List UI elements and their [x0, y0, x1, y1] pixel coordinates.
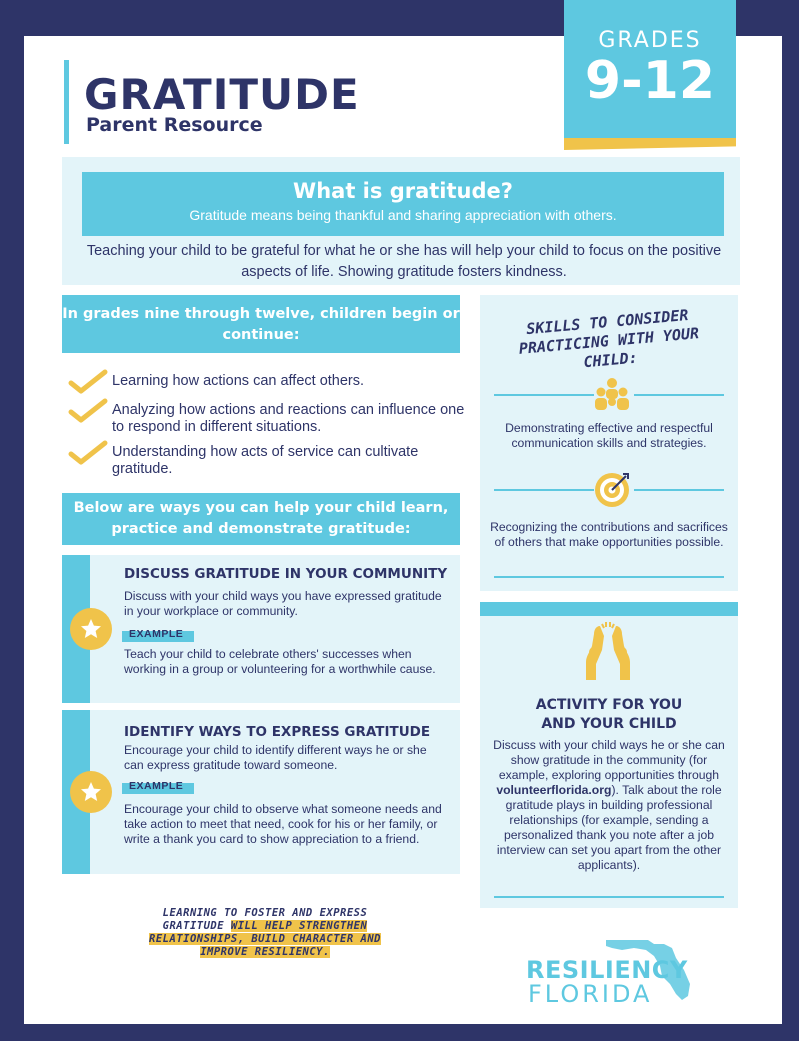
divider	[634, 489, 724, 491]
activity-text	[492, 738, 726, 873]
divider	[494, 896, 724, 898]
intro-header	[82, 172, 724, 236]
page	[24, 28, 782, 1024]
tip-card	[62, 555, 460, 703]
list-item-text: Analyzing how actions and reactions can influence one to respond in different situations.	[112, 402, 465, 435]
example-label: EXAMPLE	[129, 780, 184, 792]
volunteer-link[interactable]: volunteerflorida.org	[496, 783, 612, 797]
example-label: EXAMPLE	[129, 628, 184, 640]
card-title: DISCUSS GRATITUDE IN YOUR COMMUNITY	[124, 566, 448, 582]
list-item-text: Learning how actions can affect others.	[112, 373, 365, 389]
skill-text: Recognizing the contributions and sacrifices of others that make opportunities possible.	[490, 520, 728, 549]
intro-body: Teaching your child to be grateful for what he or she has will help your child to focus on the positive aspects of life. Showing gratitude fosters kindness.	[86, 243, 722, 280]
example-text: Teach your child to celebrate others' successes when working in a group or volunteering for a worthwhile cause.	[124, 647, 436, 676]
closing-line-2	[120, 920, 410, 933]
closing-line-1: LEARNING TO FOSTER AND EXPRESS	[162, 907, 368, 919]
card-text: Discuss with your child ways you have expressed gratitude in your workplace or community.	[124, 589, 442, 618]
closing-line-2a: GRATITUDE	[162, 920, 225, 932]
card-text: Encourage your child to identify different ways he or she can express gratitude toward someone.	[124, 743, 427, 772]
grades-range: 9-12	[584, 51, 716, 111]
grades-badge	[564, 0, 736, 144]
activity-title-line-2: AND YOUR CHILD	[541, 716, 677, 732]
activity-text-after: ). Talk about the role gratitude plays in building professional relationships (for example, sending a personalized thank you note after a job interview can set you apart from the other applicants).	[496, 783, 722, 872]
high-five-icon	[580, 622, 636, 682]
intro-title: What is gratitude?	[293, 179, 513, 203]
closing-message	[120, 907, 410, 959]
activity-title-line-1: ACTIVITY FOR YOU	[535, 697, 683, 713]
checkmark-icon	[68, 440, 108, 466]
divider	[634, 394, 724, 396]
ways-heading: Below are ways you can help your child learn, practice and demonstrate gratitude:	[62, 493, 460, 545]
list-item-text: Understanding how acts of service can cultivate gratitude.	[112, 444, 419, 477]
logo-text-resiliency: RESILIENCY	[526, 956, 688, 984]
example-tag	[122, 628, 194, 642]
grades-heading: In grades nine through twelve, children begin or continue:	[62, 295, 460, 353]
closing-line-2b: WILL HELP STRENGTHEN	[230, 920, 368, 932]
logo-text-florida: FLORIDA	[528, 980, 653, 1008]
card-title: IDENTIFY WAYS TO EXPRESS GRATITUDE	[124, 724, 431, 740]
page-title: GRATITUDE	[84, 70, 360, 119]
intro-definition: Gratitude means being thankful and sharing appreciation with others.	[189, 207, 617, 223]
grades-label: GRADES	[598, 28, 702, 53]
people-group-icon	[592, 374, 632, 414]
target-icon	[592, 470, 632, 510]
example-text: Encourage your child to observe what someone needs and take action to meet that need, cook for his or her family, or write a thank you card to show appreciation to a friend.	[124, 802, 442, 846]
divider	[494, 576, 724, 578]
divider	[494, 489, 594, 491]
divider	[494, 394, 594, 396]
closing-line-3: RELATIONSHIPS, BUILD CHARACTER AND	[149, 933, 381, 945]
activity-text-before: Discuss with your child ways he or she can show gratitude in the community (for example, exploring opportunities through	[493, 738, 725, 782]
skill-text: Demonstrating effective and respectful communication skills and strategies.	[505, 421, 713, 450]
activity-title	[494, 696, 724, 734]
grades-stripe	[564, 138, 736, 150]
skills-title: SKILLS TO CONSIDER PRACTICING WITH YOUR CHILD:	[518, 306, 700, 372]
star-icon	[70, 771, 112, 813]
page-subtitle: Parent Resource	[86, 114, 263, 136]
closing-line-4: IMPROVE RESILIENCY.	[200, 946, 330, 958]
checkmark-icon	[68, 398, 108, 424]
example-tag	[122, 780, 194, 794]
checkmark-icon	[68, 369, 108, 395]
star-icon	[70, 608, 112, 650]
activity-top-bar	[480, 602, 738, 616]
title-accent-bar	[64, 60, 69, 144]
tip-card	[62, 710, 460, 874]
